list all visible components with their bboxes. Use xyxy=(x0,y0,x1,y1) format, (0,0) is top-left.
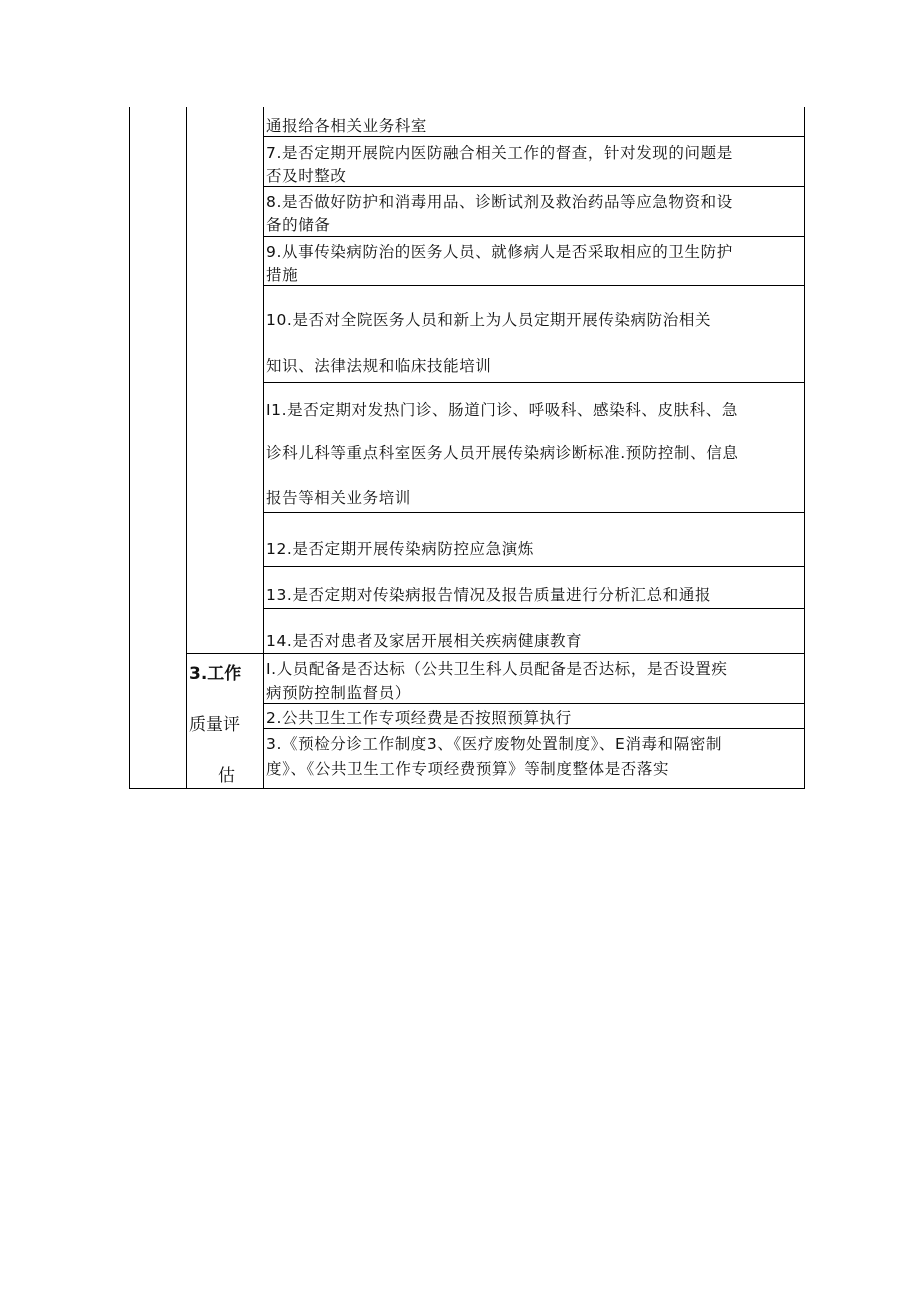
quality-item-line: 度》、《公共卫生工作专项经费预算》等制度整体是否落实 xyxy=(266,760,670,778)
table-bottom-border xyxy=(129,788,805,789)
checklist-item-line: 通报给各相关业务科室 xyxy=(266,117,428,135)
row-divider xyxy=(263,186,805,187)
checklist-item-line: I1.是否定期对发热门诊、肠道门诊、呼吸科、感染科、皮肤科、急 xyxy=(266,401,738,419)
checklist-item-line: 14.是否对患者及家居开展相关疾病健康教育 xyxy=(266,632,583,650)
column-divider-2 xyxy=(263,107,264,789)
quality-item-line: 2.公共卫生工作专项经费是否按照预算执行 xyxy=(266,709,572,727)
section-label: 估 xyxy=(218,766,235,786)
checklist-item-line: 7.是否定期开展院内医防融合相关工作的督查，针对发现的问题是 xyxy=(266,144,733,162)
checklist-item-line: 备的储备 xyxy=(266,216,331,234)
checklist-item-line: 9.从事传染病防治的医务人员、就修病人是否采取相应的卫生防护 xyxy=(266,243,733,261)
quality-item-line: 3.《预检分诊工作制度3、《医疗废物处置制度》、E消毒和隔密制 xyxy=(266,735,723,753)
row-divider xyxy=(263,512,805,513)
row-divider xyxy=(263,382,805,383)
section-label: 质量评 xyxy=(189,715,240,735)
section-label: 3.工作 xyxy=(189,664,242,684)
quality-item-line: I.人员配备是否达标（公共卫生科人员配备是否达标，是否设置疾 xyxy=(266,660,728,678)
section-divider xyxy=(186,653,805,654)
checklist-item-line: 报告等相关业务培训 xyxy=(266,489,411,507)
row-divider xyxy=(263,285,805,286)
row-divider xyxy=(263,728,805,729)
row-divider xyxy=(263,608,805,609)
checklist-item-line: 8.是否做好防护和消毒用品、诊断试剂及救治药品等应急物资和设 xyxy=(266,193,733,211)
row-divider xyxy=(263,703,805,704)
checklist-item-line: 诊科儿科等重点科室医务人员开展传染病诊断标准.预防控制、信息 xyxy=(266,444,739,462)
checklist-item-line: 13.是否定期对传染病报告情况及报告质量进行分析汇总和通报 xyxy=(266,586,712,604)
checklist-item-line: 10.是否对全院医务人员和新上为人员定期开展传染病防治相关 xyxy=(266,311,712,329)
checklist-item-line: 知识、法律法规和临床技能培训 xyxy=(266,357,492,375)
row-divider xyxy=(263,566,805,567)
table-left-border xyxy=(129,107,130,789)
row-divider xyxy=(263,236,805,237)
row-divider xyxy=(263,136,805,137)
table-right-border xyxy=(804,107,805,789)
quality-item-line: 病预防控制监督员） xyxy=(266,684,411,702)
checklist-item-line: 12.是否定期开展传染病防控应急演炼 xyxy=(266,540,534,558)
column-divider-1 xyxy=(186,107,187,789)
checklist-item-line: 措施 xyxy=(266,266,299,284)
checklist-item-line: 否及时整改 xyxy=(266,167,347,185)
